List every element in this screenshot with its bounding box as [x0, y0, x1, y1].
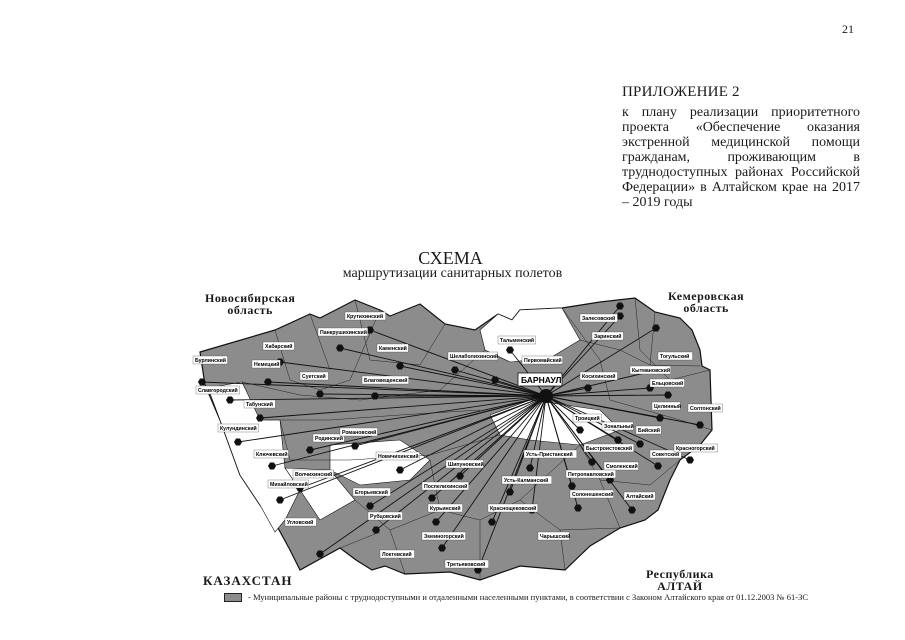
district-label: [218, 424, 259, 432]
district-label-text: Ельцовский: [652, 381, 684, 387]
district-label-text: Советский: [652, 452, 680, 458]
district-label: [566, 470, 616, 478]
district-label-text: Смоленский: [606, 464, 638, 470]
district-label-text: Хабарский: [265, 344, 293, 350]
district-label: [377, 344, 408, 352]
district-label: [584, 444, 634, 452]
district-label-text: Поспелихинский: [424, 484, 468, 490]
district-label: [422, 532, 466, 540]
appendix-text: к плану реализации приоритетного проекта «Обеспечение оказания экстренной медицинской помощи гражданам, проживающим в труднодоступных районах Российской Федерации» в Алтайском крае на 2017 – 2019 годы: [622, 105, 860, 210]
district-label-text: Крутихинский: [347, 314, 384, 320]
helipad-icon: [686, 457, 694, 464]
district-label-text: Кулундинский: [220, 426, 257, 432]
district-label: [353, 488, 391, 496]
legend-text: - Муниципальные районы с труднодоступными и отдаленными населенными пунктами, в соответствии с Законом Алтайского края от 01.12.2003 № 61-ЗС: [248, 592, 809, 602]
district-label: [580, 372, 618, 380]
district-label-text: Родинский: [315, 436, 343, 442]
district-label-text: Романовский: [342, 430, 377, 436]
district-label: [524, 450, 577, 458]
district-label: [376, 452, 420, 460]
district-label-text: Немецкий: [254, 362, 280, 368]
district-label-text: Заринский: [594, 334, 622, 340]
district-label: [380, 550, 415, 558]
district-label: [688, 404, 723, 412]
legend: [224, 592, 808, 602]
district-label-text: Угловский: [287, 520, 314, 526]
district-label-text: Третьяковский: [447, 562, 486, 568]
district-label-text: Красногорский: [676, 446, 715, 452]
district-label-text: Шипуновский: [448, 462, 484, 468]
routing-map: [180, 270, 780, 593]
district-label-text: Змеиногорский: [424, 534, 464, 540]
district-label-text: Бурлинский: [195, 358, 226, 364]
district-label: [650, 379, 685, 387]
district-label: [580, 314, 618, 322]
district-label-text: Петропавловский: [568, 472, 614, 478]
district-label: [502, 476, 552, 484]
district-label: [422, 482, 469, 490]
district-label: [630, 366, 671, 374]
district-label-text: Славгородский: [198, 388, 238, 394]
district-label-text: Тогульский: [660, 354, 690, 360]
district-label-text: Шелаболихинский: [450, 354, 499, 360]
region-kemerovo-line2: область: [683, 301, 729, 315]
district-label-text: Солонешенский: [572, 492, 614, 498]
district-label: [293, 470, 334, 478]
scheme-subtitle: маршрутизации санитарных полетов: [342, 266, 563, 281]
district-label: [285, 518, 316, 526]
district-label-text: Локтевский: [382, 552, 412, 558]
region-novosibirsk: [205, 292, 295, 316]
district-label-text: Троицкий: [575, 416, 600, 422]
district-label: [263, 342, 294, 350]
district-label-text: Каменский: [379, 346, 407, 352]
district-label-text: Бийский: [638, 428, 660, 434]
district-label: [340, 428, 378, 436]
district-label-text: Первомайский: [524, 358, 562, 364]
district-label: [592, 332, 623, 340]
appendix-title: ПРИЛОЖЕНИЕ 2: [622, 84, 740, 100]
legend-swatch: [224, 593, 242, 602]
district-label-text: Табунский: [246, 402, 273, 408]
district-label-text: Краснощековский: [490, 506, 537, 512]
district-label-text: Усть-Пристанский: [526, 452, 573, 458]
district-label-text: Чарышский: [540, 534, 571, 540]
district-label: [345, 312, 386, 320]
district-label: [252, 360, 280, 368]
region-novosibirsk-line2: область: [227, 303, 273, 317]
district-label: [538, 532, 570, 540]
district-label: [448, 352, 498, 360]
barnaul-label: БАРНАУЛ: [521, 375, 562, 385]
district-label: [674, 444, 718, 452]
district-label-text: Егорьевский: [355, 490, 388, 496]
district-label-text: Усть-Калманский: [504, 478, 549, 484]
district-label: [254, 450, 289, 458]
region-kemerovo-line1: Кемеровская: [668, 289, 745, 303]
region-altai-line2: АЛТАЙ: [657, 579, 703, 593]
district-label: [604, 462, 639, 470]
region-kemerovo: [668, 290, 744, 314]
district-label-text: Суетский: [302, 374, 326, 380]
region-altai-line1: Республика: [646, 567, 714, 581]
district-label: [428, 504, 463, 512]
district-label: [636, 426, 661, 434]
region-altai-republic: [646, 568, 714, 592]
district-label: [445, 560, 489, 568]
district-label-text: Солтонский: [690, 406, 721, 412]
district-label-text: Новичихинский: [378, 454, 419, 460]
district-label: [318, 328, 368, 336]
district-label: [488, 504, 538, 512]
district-label: [573, 414, 601, 422]
district-label-text: Михайловский: [270, 482, 308, 488]
district-label-text: Рубцовский: [370, 514, 401, 520]
district-label: [196, 386, 240, 394]
district-label-text: Благовещенский: [364, 378, 408, 384]
district-label-text: Алтайский: [626, 494, 654, 500]
district-label: [446, 460, 484, 468]
district-label-text: Быстроистокский: [586, 446, 633, 452]
scheme-title-main: СХЕМА: [418, 248, 483, 268]
district-label: [268, 480, 309, 488]
district-label: [652, 402, 681, 410]
district-label: [522, 356, 563, 364]
district-label: [658, 352, 693, 360]
district-label: [313, 434, 344, 442]
region-novosibirsk-line1: Новосибирская: [205, 291, 296, 305]
district-label: [624, 492, 655, 500]
district-label-text: Панкрушихинский: [320, 330, 367, 336]
district-label: [362, 376, 409, 384]
district-label-text: Залесовский: [582, 316, 616, 322]
district-label: [602, 422, 634, 430]
district-label-text: Тальменский: [500, 338, 535, 344]
district-label: [368, 512, 403, 520]
district-label: [244, 400, 275, 408]
district-label-text: Курьинский: [430, 506, 461, 512]
district-label: [193, 356, 228, 364]
district-label-text: Ключевский: [256, 452, 288, 458]
district-label: [570, 490, 614, 498]
district-label-text: Кытмановский: [632, 368, 671, 374]
region-kazakhstan: КАЗАХСТАН: [203, 573, 293, 588]
page-number: 21: [842, 22, 854, 36]
district-label-text: Зональный: [604, 424, 634, 430]
district-label-text: Целинный: [654, 404, 682, 410]
district-label-text: Волчихинский: [295, 472, 333, 478]
district-label-text: Косихинский: [582, 374, 616, 380]
district-label: [498, 336, 536, 344]
barnaul-hub-marker: [539, 389, 553, 403]
district-label: [300, 372, 328, 380]
